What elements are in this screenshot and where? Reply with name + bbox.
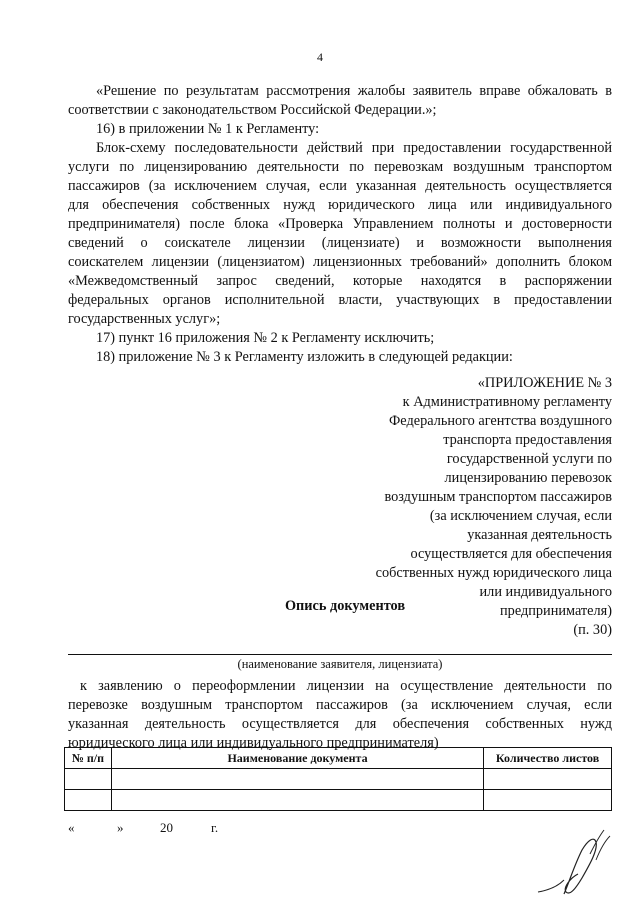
paragraph-line: «Межведомственный запрос сведений, которые находятся в распоряжении	[68, 273, 612, 289]
appendix-line: предпринимателя)	[500, 603, 612, 619]
form-title: Опись документов	[284, 598, 406, 614]
date-year-suffix: г.	[211, 820, 219, 835]
table-cell[interactable]	[65, 769, 112, 790]
paragraph-line: государственных услуг»;	[68, 311, 221, 327]
appendix-line: (за исключением случая, если	[429, 508, 612, 524]
date-close-quote: »	[117, 820, 124, 835]
paragraph-line: услуги по лицензированию деятельности по перевозкам воздушным транспортом	[68, 159, 612, 175]
appendix-line: воздушным транспортом пассажиров	[384, 489, 612, 505]
paragraph-line: федеральных органов исполнительной власти, участвующих в предоставлении	[68, 292, 612, 308]
statement-line: к заявлению о переоформлении лицензии на осуществление деятельности по	[80, 678, 612, 694]
documents-table	[64, 747, 612, 811]
statement-line: указанная деятельность осуществляется для обеспечения собственных нужд	[68, 716, 612, 732]
date-year-prefix: 20	[160, 820, 173, 835]
table-cell[interactable]	[484, 769, 612, 790]
paragraph-line: Блок-схему последовательности действий при предоставлении государственной	[96, 140, 612, 156]
paragraph-line: 17) пункт 16 приложения № 2 к Регламенту исключить;	[96, 330, 435, 346]
handwritten-signature	[530, 820, 620, 900]
paragraph-line: «Решение по результатам рассмотрения жалобы заявитель вправе обжаловать в	[96, 83, 612, 99]
appendix-line: лицензированию перевозок	[444, 470, 612, 486]
statement-line: юридического лица или индивидуального предпринимателя)	[68, 735, 439, 751]
table-cell[interactable]	[65, 790, 112, 811]
applicant-name-line	[68, 654, 612, 655]
statement-line: перевозке воздушным транспортом пассажиров (за исключением случая, если	[68, 697, 612, 713]
paragraph-line: 16) в приложении № 1 к Регламенту:	[96, 121, 320, 137]
paragraph-line: соответствии с законодательством Российской Федерации.»;	[68, 102, 437, 118]
appendix-title: «ПРИЛОЖЕНИЕ № 3	[477, 375, 612, 391]
appendix-paragraph-ref: (п. 30)	[573, 622, 612, 638]
paragraph-line: пассажиров (за исключением случая, если указанная деятельность осуществляется	[68, 178, 612, 194]
column-header-document-name: Наименование документа	[111, 748, 483, 769]
paragraph-line: предпринимателя) после блока «Проверка Управлением полноты и достоверности	[68, 216, 612, 232]
paragraph-line: для обеспечения собственных нужд юридического лица или индивидуального	[68, 197, 612, 213]
paragraph-line: 18) приложение № 3 к Регламенту изложить в следующей редакции:	[96, 349, 513, 365]
paragraph-line: сведений о соискателе лицензии (лицензиате) и возможности выполнения	[68, 235, 612, 251]
table-cell[interactable]	[484, 790, 612, 811]
appendix-line: к Административному регламенту	[402, 394, 612, 410]
table-cell[interactable]	[111, 769, 483, 790]
table-cell[interactable]	[111, 790, 483, 811]
column-header-number: № п/п	[65, 748, 112, 769]
paragraph-line: соискателем лицензии (лицензиатом) лицензионных требований» дополнить блоком	[68, 254, 612, 270]
table-row	[65, 769, 612, 790]
appendix-line: Федерального агентства воздушного	[389, 413, 612, 429]
appendix-line: транспорта предоставления	[443, 432, 612, 448]
appendix-line: указанная деятельность	[467, 527, 612, 543]
table-row	[65, 790, 612, 811]
date-open-quote: «	[68, 820, 75, 835]
page-number: 4	[317, 50, 323, 64]
table-header-row	[65, 748, 612, 769]
appendix-line: осуществляется для обеспечения	[410, 546, 612, 562]
appendix-line: или индивидуального	[479, 584, 612, 600]
appendix-line: собственных нужд юридического лица	[375, 565, 612, 581]
column-header-sheet-count: Количество листов	[484, 748, 612, 769]
applicant-caption: (наименование заявителя, лицензиата)	[237, 657, 443, 671]
appendix-line: государственной услуги по	[446, 451, 612, 467]
